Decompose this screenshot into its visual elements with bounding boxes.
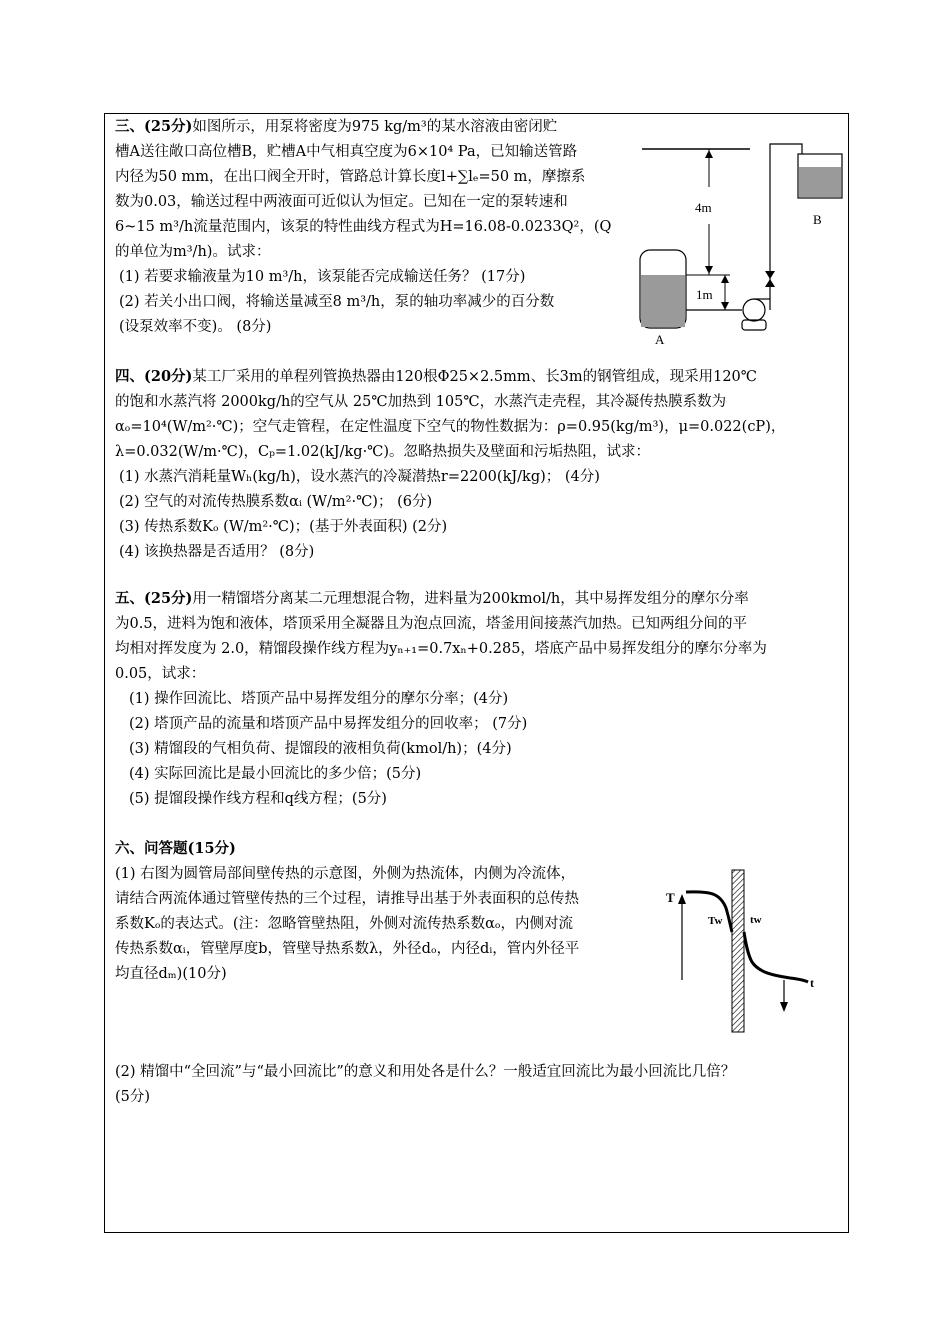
question-6-part2 (115, 1060, 735, 1110)
q5-line-2: 为0.5，进料为饱和液体，塔顶采用全凝器且为泡点回流，塔釜用间接蒸汽加热。已知两组分间的平 (115, 616, 748, 632)
q3-item-2: (2) 若关小出口阀，将输送量减至8 m³/h，泵的轴功率减少的百分数 (119, 294, 555, 310)
question-3-text (115, 114, 611, 340)
q4-line-4: λ=0.032(W/m·℃)，Cₚ=1.02(kJ/kg·℃)。忽略热损失及壁面和污垢热阻，试求： (115, 444, 651, 460)
q4-title: 四、(20分) (115, 368, 193, 385)
q6-part2-line-2: (5分) (115, 1089, 151, 1105)
q5-title: 五、(25分) (115, 590, 193, 607)
q6-part1-line-3: 系数Kₒ的表达式。(注：忽略管壁热阻，外侧对流传热系数αₒ，内侧对流 (115, 916, 573, 932)
q5-item-4: (4) 实际回流比是最小回流比的多少倍；(5分) (129, 766, 422, 782)
q6-part1-line-4: 传热系数αᵢ，管壁厚度b，管壁导热系数λ，外径dₒ，内径dᵢ，管内外径平 (115, 941, 580, 957)
label-T: T (666, 890, 675, 905)
heat-transfer-diagram (660, 860, 830, 1040)
question-6-text (115, 836, 579, 987)
q4-item-2: (2) 空气的对流传热膜系数αᵢ (W/m²·℃)； (6分) (119, 494, 433, 510)
q4-item-1: (1) 水蒸汽消耗量Wₕ(kg/h)，设水蒸汽的冷凝潜热r=2200(kJ/kg)； (4分) (119, 469, 600, 485)
pump-system-diagram (630, 132, 845, 347)
q4-item-4: (4) 该换热器是否适用？ (8分) (119, 544, 315, 560)
q6-title: 六、问答题(15分) (115, 840, 236, 857)
q6-title-line (115, 836, 579, 862)
q6-part1-line-2: 请结合两流体通过管壁传热的三个过程，请推导出基于外表面积的总传热 (115, 891, 579, 907)
q4-line-2: 的饱和水蒸汽将 2000kg/h的空气从 25℃加热到 105℃，水蒸汽走壳程，其冷凝传热膜系数为 (115, 394, 727, 410)
q3-item-1: (1) 若要求输液量为10 m³/h，该泵能否完成输送任务？ (17分) (119, 269, 526, 285)
q6-part1-line-5: 均直径dₘ)(10分) (115, 966, 227, 982)
q5-line-4: 0.05，试求： (115, 666, 206, 682)
q6-part2-line-1: (2) 精馏中“全回流”与“最小回流比”的意义和用处各是什么？一般适宜回流比为最小回流比几倍？ (115, 1064, 736, 1080)
q5-line-3: 均相对挥发度为 2.0，精馏段操作线方程为yₙ₊₁=0.7xₙ+0.285，塔底产品中易挥发组分的摩尔分率为 (115, 641, 767, 657)
label-tw: tw (750, 914, 762, 926)
q5-line-1: 五、(25分)用一精馏塔分离某二元理想混合物，进料量为200kmol/h，其中易挥发组分的摩尔分率 (115, 590, 749, 607)
q5-item-2: (2) 塔顶产品的流量和塔顶产品中易挥发组分的回收率； (7分) (129, 716, 528, 732)
question-5-text (115, 586, 767, 812)
q5-item-3: (3) 精馏段的气相负荷、提馏段的液相负荷(kmol/h)；(4分) (129, 741, 512, 757)
label-b: B (813, 212, 822, 227)
q4-line-1: 四、(20分)某工厂采用的单程列管换热器由120根Φ25×2.5mm、长3m的钢管组成，现采用120℃ (115, 368, 757, 385)
q3-line-3: 内径为50 mm，在出口阀全开时，管路总计算长度l+∑lₑ=50 m，摩擦系 (115, 169, 586, 185)
label-1m: 1m (696, 287, 713, 302)
q3-item-3: (设泵效率不变)。 (8分) (119, 319, 272, 335)
question-4-text (115, 364, 785, 565)
label-4m: 4m (695, 200, 712, 215)
q5-item-5: (5) 提馏段操作线方程和q线方程；(5分) (129, 791, 387, 807)
label-a: A (655, 332, 665, 347)
q4-item-3: (3) 传热系数Kₒ (W/m²·℃)；(基于外表面积) (2分) (119, 519, 448, 535)
q5-item-1: (1) 操作回流比、塔顶产品中易挥发组分的摩尔分率；(4分) (129, 691, 509, 707)
q6-part1-line-1: (1) 右图为圆管局部间壁传热的示意图，外侧为热流体，内侧为冷流体， (115, 866, 576, 882)
q3-line-2: 槽A送往敞口高位槽B，贮槽A中气相真空度为6×10⁴ Pa，已知输送管路 (115, 144, 578, 160)
q3-line-4: 数为0.03，输送过程中两液面可近似认为恒定。已知在一定的泵转速和 (115, 194, 568, 210)
label-Tw: Tw (708, 915, 723, 927)
label-t: t (810, 976, 814, 990)
q3-line-1: 三、(25分)如图所示，用泵将密度为975 kg/m³的某水溶液由密闭贮 (115, 118, 558, 135)
q3-title: 三、(25分) (115, 118, 193, 135)
q4-line-3: αₒ=10⁴(W/m²·℃)；空气走管程，在定性温度下空气的物性数据为：ρ=0.95(kg/m³)，μ=0.022(cP)， (115, 419, 786, 435)
q3-line-5: 6~15 m³/h流量范围内，该泵的特性曲线方程式为H=16.08-0.0233Q²，(Q (115, 219, 612, 235)
q3-line-6: 的单位为m³/h)。试求： (115, 244, 271, 260)
